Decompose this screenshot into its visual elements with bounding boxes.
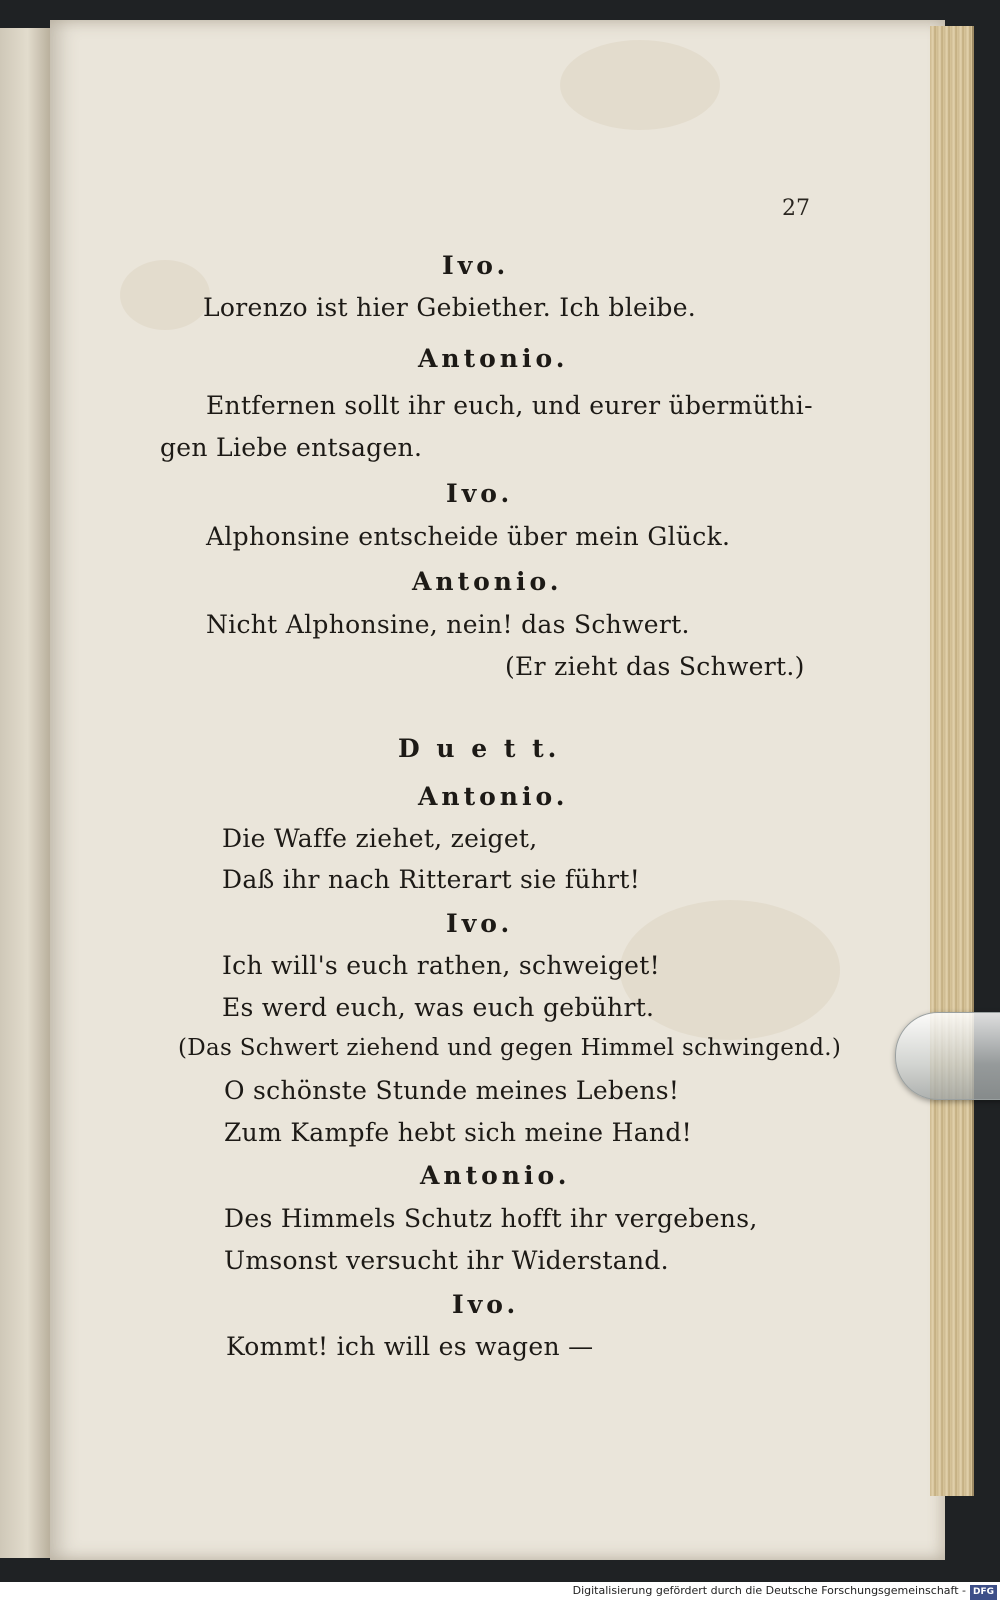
speaker-heading: Ivo. — [446, 909, 514, 938]
text-line: Ich will's euch rathen, schweiget! — [222, 951, 660, 980]
text-line: Des Himmels Schutz hofft ihr vergebens, — [224, 1204, 758, 1233]
footer-bar — [0, 1582, 1000, 1603]
text-line: Daß ihr nach Ritterart sie führt! — [222, 865, 641, 894]
text-line: Alphonsine entscheide über mein Glück. — [206, 522, 731, 551]
speaker-heading: Antonio. — [420, 1161, 571, 1190]
text-line: O schönste Stunde meines Lebens! — [224, 1076, 680, 1105]
page-number: 27 — [782, 196, 810, 221]
text-line: Kommt! ich will es wagen — — [226, 1332, 594, 1361]
speaker-heading: Antonio. — [412, 567, 563, 596]
text-line: Nicht Alphonsine, nein! das Schwert. — [206, 610, 690, 639]
text-line: Lorenzo ist hier Gebiether. Ich bleibe. — [203, 293, 697, 322]
page-clip — [895, 1012, 1000, 1100]
speaker-heading: Antonio. — [418, 782, 569, 811]
dfg-logo: DFG — [970, 1585, 997, 1600]
text-line: Umsonst versucht ihr Widerstand. — [224, 1246, 669, 1275]
text-line: Zum Kampfe hebt sich meine Hand! — [224, 1118, 692, 1147]
text-line: gen Liebe entsagen. — [160, 433, 423, 462]
speaker-heading: Ivo. — [446, 479, 514, 508]
stage-direction: (Das Schwert ziehend und gegen Himmel schwingend.) — [178, 1035, 842, 1061]
text-line: Es werd euch, was euch gebührt. — [222, 993, 655, 1022]
speaker-heading: Ivo. — [452, 1290, 520, 1319]
section-heading: D u e t t. — [398, 734, 561, 763]
speaker-heading: Ivo. — [442, 251, 510, 280]
stage-direction: (Er zieht das Schwert.) — [505, 652, 805, 681]
text-line: Entfernen sollt ihr euch, und eurer übermüthi- — [206, 391, 813, 420]
funding-credit: Digitalisierung gefördert durch die Deutsche Forschungsgemeinschaft - — [572, 1584, 966, 1597]
speaker-heading: Antonio. — [418, 344, 569, 373]
text-line: Die Waffe ziehet, zeiget, — [222, 824, 538, 853]
